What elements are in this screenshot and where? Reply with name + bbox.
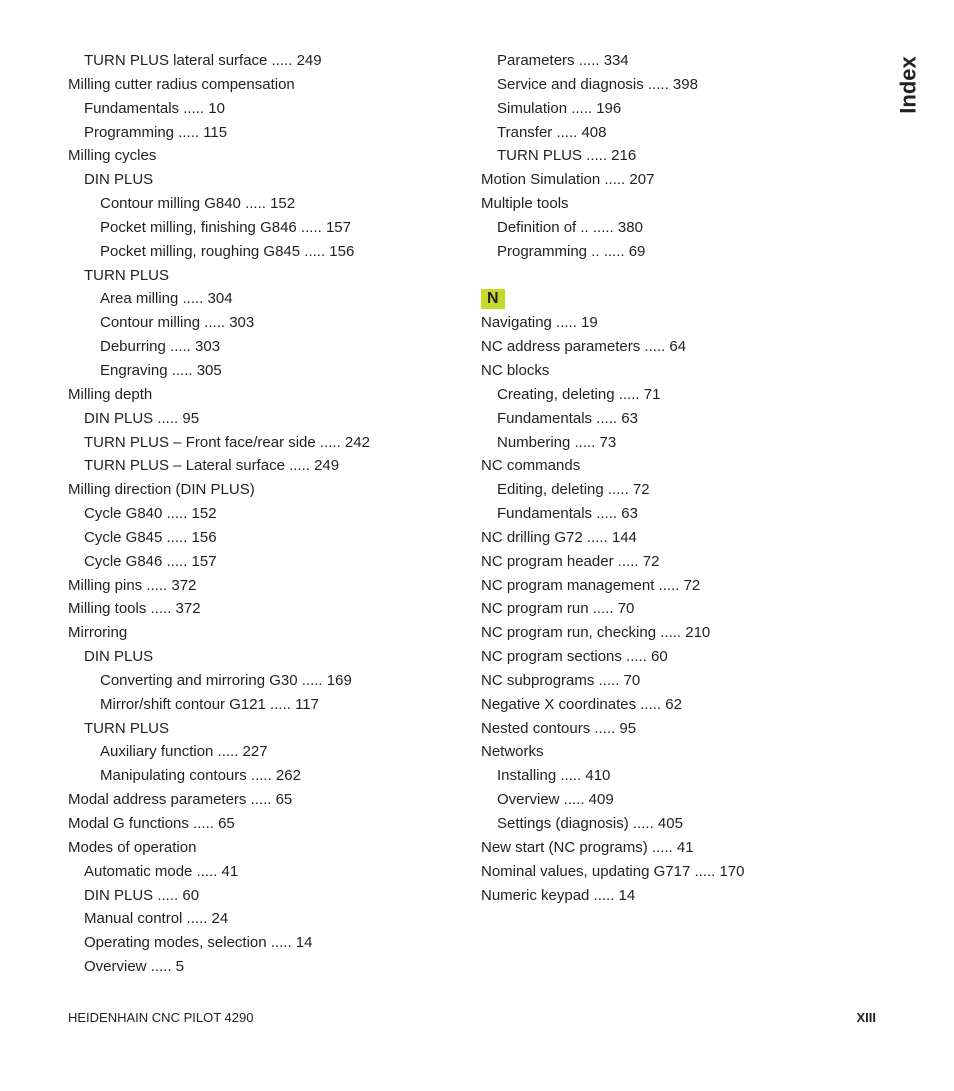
index-entry: Cycle G840 ..... 152 [84, 505, 217, 523]
side-tab-title [893, 52, 925, 118]
index-entry: Pocket milling, roughing G845 ..... 156 [100, 242, 355, 260]
index-entry: Contour milling ..... 303 [100, 314, 255, 332]
index-entry: DIN PLUS [84, 171, 154, 189]
index-entry: Milling pins ..... 372 [68, 576, 197, 594]
index-entry: Overview ..... 5 [84, 958, 185, 976]
index-entry: Milling tools ..... 372 [68, 600, 201, 618]
index-entry: Editing, deleting ..... 72 [497, 481, 650, 499]
index-title: Index [896, 56, 921, 114]
index-entry: NC drilling G72 ..... 144 [481, 528, 637, 546]
index-entry: Programming .. ..... 69 [497, 242, 646, 260]
index-entry: NC program run, checking ..... 210 [481, 624, 711, 642]
index-entry: Milling direction (DIN PLUS) [68, 481, 255, 499]
index-entry: TURN PLUS ..... 216 [497, 147, 637, 165]
index-entry: Pocket milling, finishing G846 ..... 157 [100, 218, 351, 236]
index-entry: NC program management ..... 72 [481, 576, 701, 594]
index-entry: TURN PLUS lateral surface ..... 249 [84, 52, 322, 69]
index-entry: Fundamentals ..... 63 [497, 409, 638, 427]
index-entry: Modal address parameters ..... 65 [68, 791, 293, 809]
index-column-left [68, 49, 468, 979]
index-entry: Engraving ..... 305 [100, 361, 222, 379]
index-entry: Multiple tools [481, 195, 569, 213]
index-entry: Mirror/shift contour G121 ..... 117 [100, 695, 319, 713]
section-letter-badge: N [481, 289, 505, 309]
index-entry: NC program run ..... 70 [481, 600, 635, 618]
index-group-n [481, 311, 861, 907]
index-group-m-continued [481, 49, 861, 264]
index-entry: NC subprograms ..... 70 [481, 671, 641, 689]
index-entry: Contour milling G840 ..... 152 [100, 195, 296, 213]
index-column-right [481, 49, 861, 907]
index-entry: Settings (diagnosis) ..... 405 [497, 815, 683, 832]
index-entry: Modal G functions ..... 65 [68, 815, 235, 832]
index-entry: NC program sections ..... 60 [481, 648, 668, 666]
index-entry: Parameters ..... 334 [497, 52, 629, 69]
index-entry: Definition of .. ..... 380 [497, 218, 643, 236]
index-entry: Simulation ..... 196 [497, 99, 622, 117]
index-entry: Numbering ..... 73 [497, 433, 617, 451]
section-header-n [481, 264, 861, 312]
index-entry: Nominal values, updating G717 ..... 170 [481, 862, 745, 880]
index-entry: Area milling ..... 304 [100, 290, 233, 308]
index-entry: TURN PLUS – Lateral surface ..... 249 [84, 457, 340, 475]
index-entry: Networks [481, 743, 544, 761]
footer-publication: HEIDENHAIN CNC PILOT 4290 [68, 1010, 254, 1025]
index-entry: Manual control ..... 24 [84, 910, 229, 928]
index-entry: Programming ..... 115 [84, 123, 228, 141]
index-entry: NC commands [481, 457, 581, 475]
index-entry: Milling depth [68, 385, 153, 403]
index-entry: Nested contours ..... 95 [481, 719, 637, 737]
index-entry: Converting and mirroring G30 ..... 169 [100, 671, 352, 689]
index-entry: TURN PLUS – Front face/rear side ..... 242 [84, 433, 370, 451]
index-entry: TURN PLUS [84, 266, 170, 284]
index-entry: New start (NC programs) ..... 41 [481, 838, 694, 856]
index-entry: Operating modes, selection ..... 14 [84, 934, 313, 952]
index-entry: Navigating ..... 19 [481, 314, 598, 332]
index-entry: NC address parameters ..... 64 [481, 338, 687, 356]
index-entry: Deburring ..... 303 [100, 338, 221, 356]
index-entry: DIN PLUS ..... 60 [84, 886, 200, 904]
footer-page-number: XIII [856, 1010, 876, 1025]
index-entry: NC blocks [481, 361, 550, 379]
index-entry: Service and diagnosis ..... 398 [497, 75, 698, 93]
index-entry: Fundamentals ..... 63 [497, 505, 638, 523]
index-entry: Creating, deleting ..... 71 [497, 385, 661, 403]
index-entry: Numeric keypad ..... 14 [481, 886, 636, 904]
index-entry: Installing ..... 410 [497, 767, 611, 785]
index-entry: Automatic mode ..... 41 [84, 862, 239, 880]
index-entry: Milling cutter radius compensation [68, 75, 295, 93]
index-entry: DIN PLUS ..... 95 [84, 409, 200, 427]
index-entry: Overview ..... 409 [497, 791, 614, 809]
index-entry: Milling cycles [68, 147, 157, 165]
index-entry: Fundamentals ..... 10 [84, 99, 225, 117]
index-entry: Modes of operation [68, 838, 197, 856]
index-entry: Mirroring [68, 624, 128, 642]
index-entry: Cycle G846 ..... 157 [84, 552, 217, 570]
index-entry: Cycle G845 ..... 156 [84, 528, 217, 546]
index-entry: NC program header ..... 72 [481, 552, 660, 570]
index-entry: DIN PLUS [84, 648, 154, 666]
index-entry: Auxiliary function ..... 227 [100, 743, 268, 761]
index-entry: Negative X coordinates ..... 62 [481, 695, 682, 713]
index-entry: Transfer ..... 408 [497, 123, 607, 141]
index-entry: TURN PLUS [84, 719, 170, 737]
index-entry: Motion Simulation ..... 207 [481, 171, 655, 189]
index-entry: Manipulating contours ..... 262 [100, 767, 301, 785]
